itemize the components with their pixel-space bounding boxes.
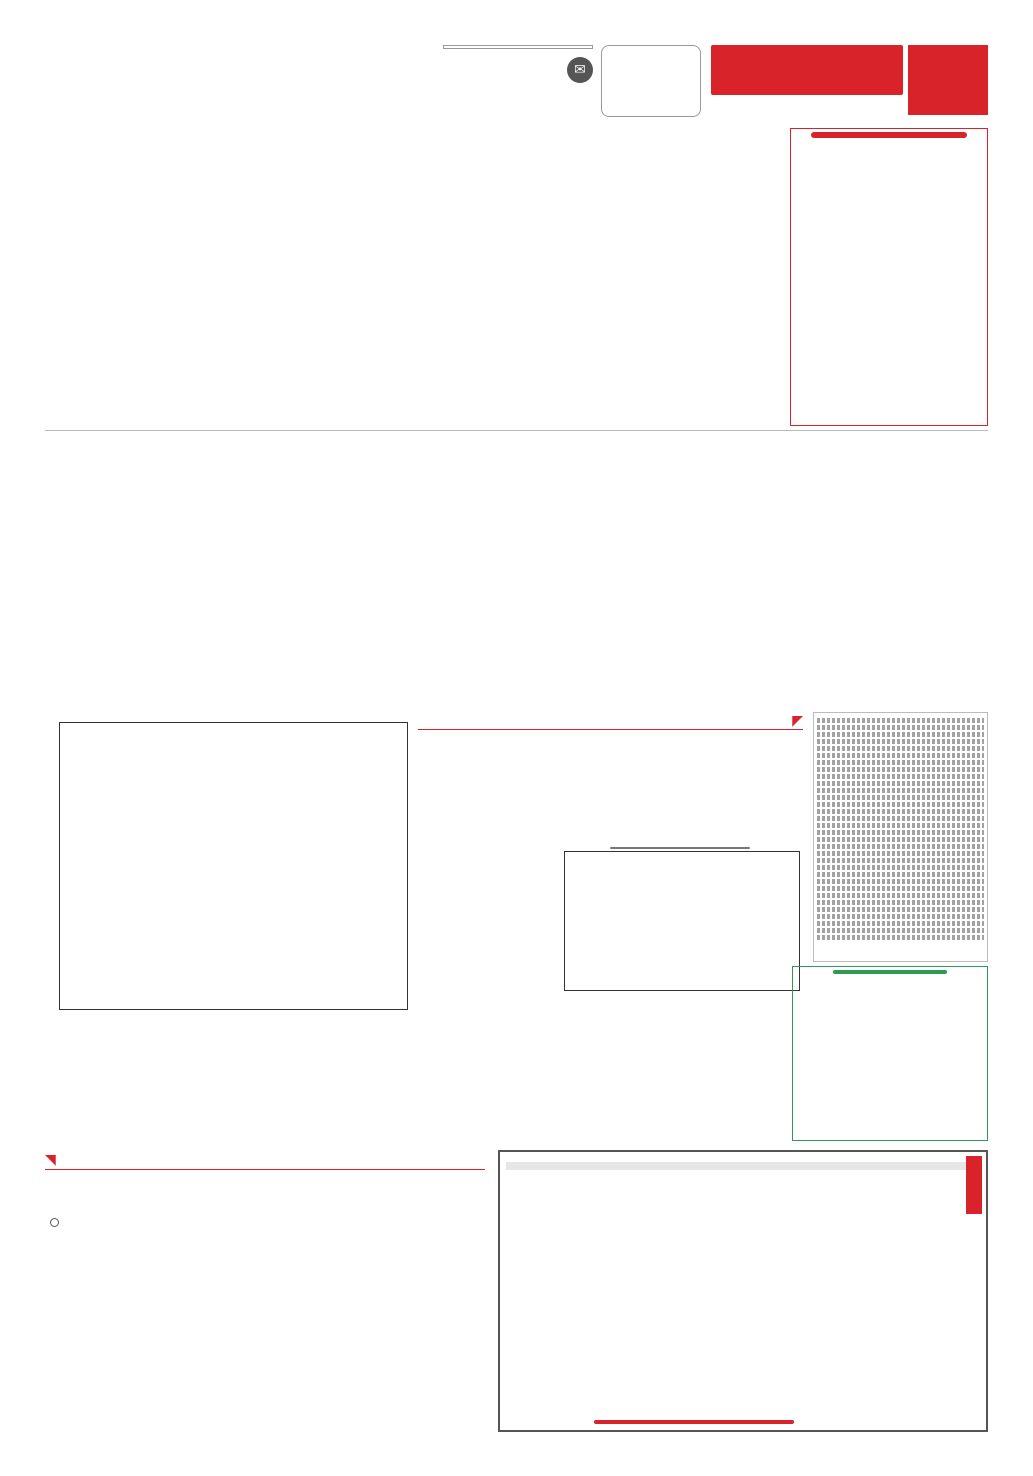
crossword-column-numbers	[61, 712, 410, 722]
ads-box	[601, 45, 701, 117]
crossword-answer-box	[560, 847, 800, 1009]
top-notices-row	[45, 128, 785, 426]
company-notice-body	[791, 141, 987, 391]
small-notices-column	[813, 712, 988, 962]
tender-signature	[594, 1420, 794, 1424]
tender-details-list	[500, 1174, 986, 1178]
crossword-row-numbers	[45, 722, 59, 1010]
lost-item-notice	[792, 966, 988, 1141]
company-notice-title	[811, 132, 967, 138]
page-number-badge	[908, 45, 988, 115]
issue-line	[711, 107, 903, 117]
masthead-logo	[711, 45, 903, 95]
company-notice	[790, 128, 988, 426]
crossword-answer-title	[610, 847, 750, 849]
crossword-extra-clues	[45, 1020, 565, 1066]
lost-item-body	[793, 977, 987, 983]
tender-notice	[498, 1150, 988, 1432]
website[interactable]	[711, 96, 903, 105]
crossword-grid[interactable]	[59, 722, 408, 1010]
crossword-vertical-clues	[418, 890, 556, 1014]
crossword-flag-icon: ◤	[792, 712, 803, 729]
tender-badge	[966, 1156, 982, 1214]
sudoku-flag-icon: ◥	[45, 1151, 56, 1168]
sms-box	[443, 45, 593, 117]
sudoku-grid[interactable]	[258, 1178, 468, 1428]
crossword-answer-grid	[564, 851, 800, 991]
lost-item-title	[833, 970, 947, 974]
news-brief	[45, 60, 445, 112]
sms-icon: ✉	[567, 57, 593, 83]
sudoku-answer-grid	[55, 1231, 235, 1411]
crossword-title-bar	[418, 712, 803, 730]
mid-notices-row	[45, 430, 988, 704]
radio-icon	[50, 1218, 59, 1227]
sudoku-title-bar	[45, 1150, 485, 1170]
sudoku-answer-box	[50, 1218, 235, 1428]
tender-body	[506, 1162, 980, 1170]
crossword-puzzle-grid	[45, 712, 410, 1014]
sms-number[interactable]	[443, 45, 593, 49]
